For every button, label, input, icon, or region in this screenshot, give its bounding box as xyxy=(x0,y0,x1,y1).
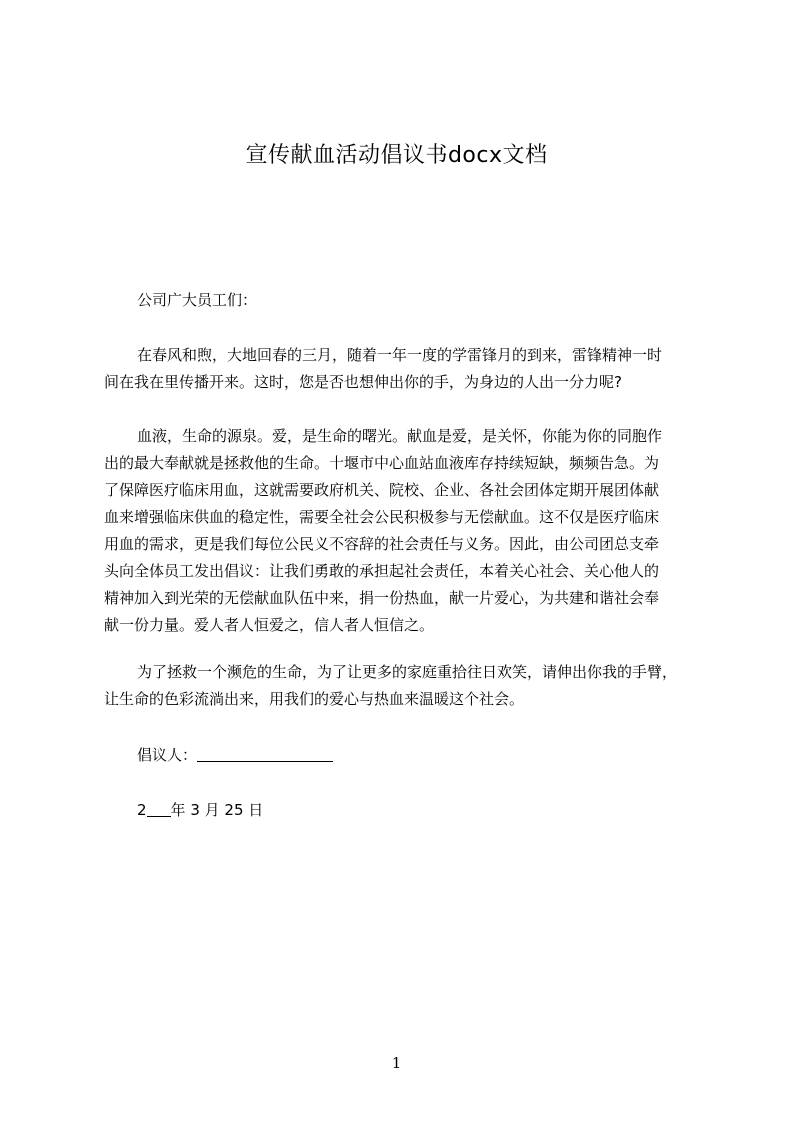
paragraph-1-line-2: 间在我在里传播开来。这时，您是否也想伸出你的手，为身边的人出一分力呢? xyxy=(104,373,622,391)
paragraph-3-line-1: 为了拯救一个濒危的生命，为了让更多的家庭重拾往日欢笑，请伸出你我的手臂， xyxy=(137,663,678,681)
date-year-blank xyxy=(147,802,171,817)
date-line xyxy=(137,799,700,821)
paragraph-2-line-5: 用血的需求，更是我们每位公民义不容辞的社会责任与义务。因此，由公司团总支牵 xyxy=(104,535,660,553)
signature-label: 倡议人： xyxy=(137,746,198,764)
date-year-suffix: 年 3 月 25 日 xyxy=(170,801,264,819)
paragraph-2-line-2: 出的最大奉献就是拯救他的生命。十堰市中心血站血液库存持续短缺，频频告急。为 xyxy=(104,454,660,472)
document-title: 宣传献血活动倡议书docx文档 xyxy=(245,143,548,168)
paragraph-2-line-8: 献一份力量。爱人者人恒爱之，信人者人恒信之。 xyxy=(104,616,435,634)
salutation: 公司广大员工们： xyxy=(137,291,258,309)
paragraph-2-line-6: 头向全体员工发出倡议：让我们勇敢的承担起社会责任，本着关心社会、关心他人的 xyxy=(104,562,660,580)
date-year-prefix: 2 xyxy=(137,801,147,819)
paragraph-2-line-4: 血来增强临床供血的稳定性，需要全社会公民积极参与无偿献血。这不仅是医疗临床 xyxy=(104,508,660,526)
paragraph-2-line-1: 血液，生命的源泉。爱，是生命的曙光。献血是爱，是关怀，你能为你的同胞作 xyxy=(137,427,663,445)
paragraph-1-line-1: 在春风和煦，大地回春的三月，随着一年一度的学雷锋月的到来，雷锋精神一时 xyxy=(137,346,663,364)
signature-line xyxy=(137,744,700,766)
page-number: 1 xyxy=(391,1054,402,1072)
signature-blank xyxy=(197,747,333,762)
paragraph-2-line-3: 了保障医疗临床用血，这就需要政府机关、院校、企业、各社会团体定期开展团体献 xyxy=(104,481,660,499)
paragraph-3-line-2: 让生命的色彩流淌出来，用我们的爱心与热血来温暖这个社会。 xyxy=(104,690,525,708)
paragraph-2-line-7: 精神加入到光荣的无偿献血队伍中来，捐一份热血，献一片爱心，为共建和谐社会奉 xyxy=(104,589,660,607)
